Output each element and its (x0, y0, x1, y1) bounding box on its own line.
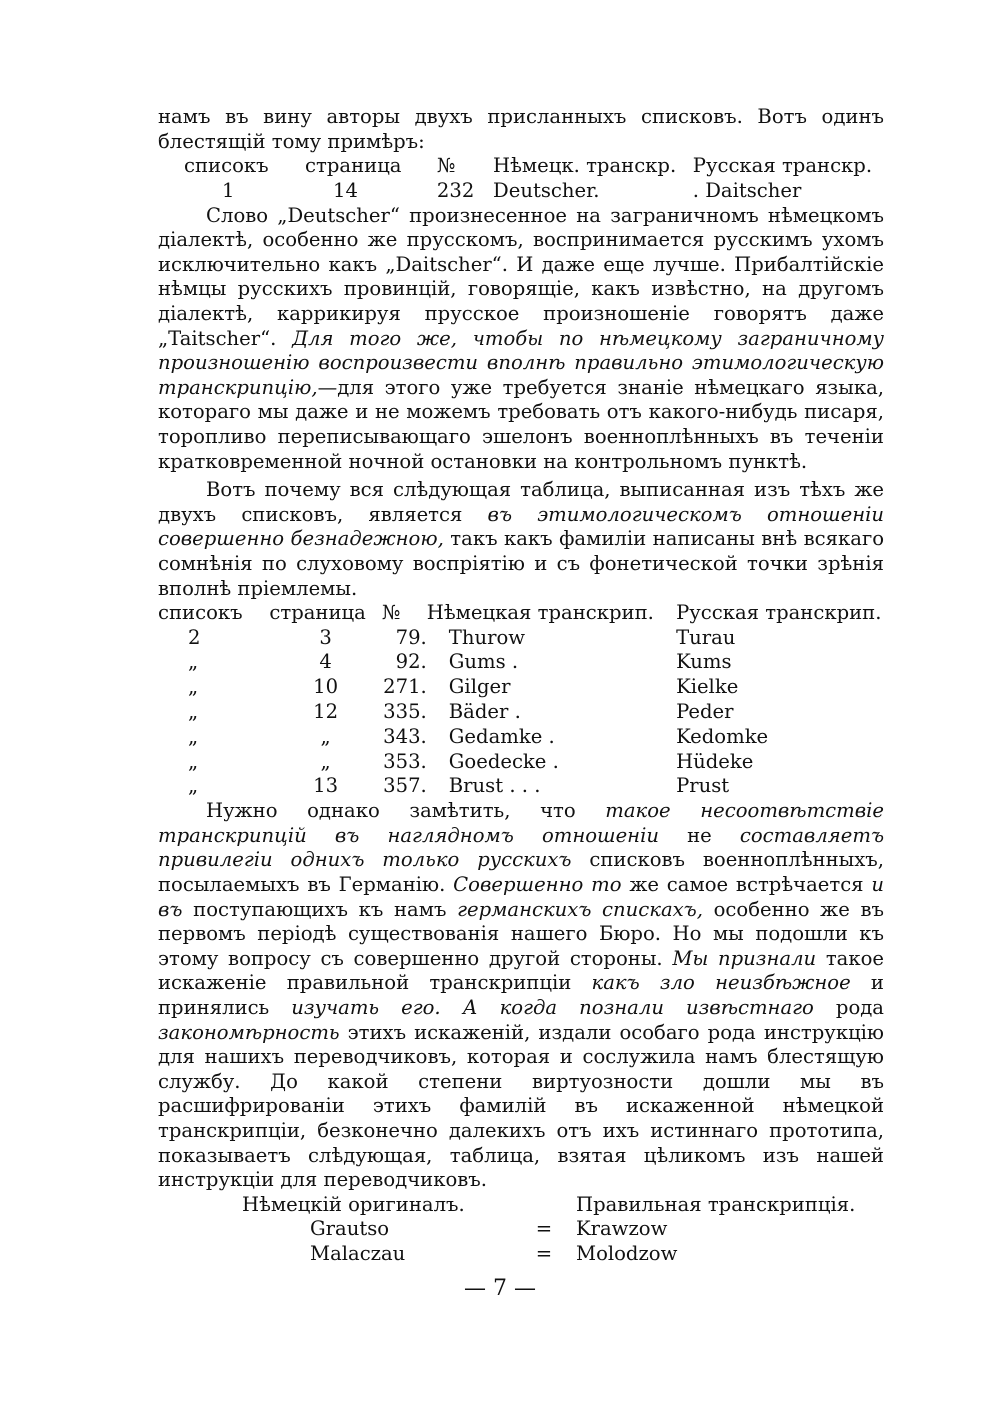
table-header-row (158, 601, 884, 626)
table-cell: 12 (313, 700, 339, 724)
table-cell: „ (188, 724, 199, 748)
table-cell: 92. (395, 650, 427, 674)
table-header: Нѣмецк. транскр. (493, 154, 677, 178)
table-cell: Gilger (448, 675, 511, 699)
para4-emphasis: и въ (158, 873, 885, 921)
table-cell: Goedecke . (448, 749, 559, 773)
para4-text: Нужно однако замѣтить, что (206, 799, 606, 823)
paragraph-1-end (158, 129, 884, 154)
para4-text: рода (813, 996, 884, 1020)
table-header-row (242, 1193, 876, 1218)
para4-emphasis: Совершенно то (453, 873, 622, 897)
table-cell: Turau (676, 625, 736, 649)
table-cell: 4 (319, 650, 332, 674)
para4-emphasis: какъ зло неизбѣжное (591, 971, 851, 995)
table-header: Нѣмецкій оригиналъ. (242, 1192, 465, 1216)
paragraph-1 (158, 104, 884, 129)
table-row (184, 179, 884, 204)
table-cell: Kums (676, 650, 732, 674)
table-cell: „ (320, 724, 331, 748)
table-header: Русская транскр. (692, 154, 873, 178)
table-cell: 3 (319, 625, 332, 649)
table-cell: 10 (313, 675, 339, 699)
para4-text: же самое встрѣчается (621, 873, 872, 897)
table-body (242, 1217, 876, 1266)
table-cell: Gedamke . (448, 724, 555, 748)
table-cell: Brust . . . (448, 774, 541, 798)
example-table (184, 154, 884, 203)
para4-text: особенно же въ первомъ періодѣ существованія нашего Бюро. Но мы подошли къ этому вопросу съ совершенно другой стороны. (158, 897, 884, 970)
table-row (158, 626, 884, 651)
table-row (242, 1242, 876, 1267)
para4-text: и принялись (158, 971, 884, 1020)
table-header: Правильная транскрипція. (576, 1192, 856, 1216)
table-cell: 343. (383, 724, 427, 748)
table-cell: 14 (333, 179, 358, 202)
table-body (158, 626, 884, 800)
page-text (158, 104, 884, 1267)
table-cell: 1 (222, 179, 235, 202)
table-header: списокъ (184, 154, 269, 178)
table-cell: Kedomke (676, 724, 769, 748)
para2-text: Слово „Deutscher“ произнесенное на заграничномъ нѣмецкомъ діалектѣ, особенно же прусскомъ, воспринимается русскимъ ухомъ исключительно какъ „Daitscher“. И даже еще лучше. Прибалтійскіе нѣмцы русскихъ провинцій, говорящіе, какъ извѣстно, на другомъ діалектѣ, каррикируя прусское произношеніе говорятъ даже „Taitscher“. (158, 203, 884, 350)
table-cell: Deutscher. (493, 179, 600, 202)
para4-emphasis: изучать его. А когда познали извѣстнаго (291, 996, 814, 1020)
table-cell: „ (320, 749, 331, 773)
table-cell: 232 (436, 179, 475, 202)
transcription-table (242, 1193, 876, 1267)
para2-text: —для этого уже требуется знаніе нѣмецкаго языка, котораго мы даже и не можемъ требовать отъ какого-нибудь писаря, торопливо переписывающаго эшелонъ военноплѣнныхъ въ теченіи кратковременной ночной остановки на контрольномъ пунктѣ. (158, 375, 884, 473)
table-row (242, 1217, 876, 1242)
table-header: страница (305, 154, 402, 178)
para3-emphasis: въ этимологическомъ отношеніи совершенно безнадежною, (158, 502, 884, 551)
para1-line2: блестящій тому примѣръ: (158, 130, 425, 154)
table-cell: 271. (383, 675, 427, 699)
table-row (158, 700, 884, 725)
table-row (158, 725, 884, 750)
table-cell: Kielke (676, 675, 739, 699)
para3-text: Вотъ почему вся слѣдующая таблица, выписанная изъ тѣхъ же двухъ списковъ, является (158, 478, 884, 526)
table-cell: . Daitscher (692, 179, 802, 202)
table-cell: Gums . (448, 650, 519, 674)
para4-text: этихъ искаженій, издали особаго рода инструкцію для нашихъ переводчиковъ, которая и сослужила намъ блестящую службу. До какой степени виртуозности дошли мы въ расшифрированіи этихъ фамилій въ искаженной нѣмецкой транскрипціи, безконечно далекихъ отъ ихъ истиннаго прототипа, показываетъ слѣдующая, таблица, взятая цѣликомъ изъ нашей инструкціи для переводчиковъ. (158, 1020, 884, 1192)
table-cell: „ (188, 650, 199, 674)
table-cell: Molodzow (576, 1241, 678, 1265)
table-header: списокъ (158, 601, 243, 625)
table-cell: Hüdeke (676, 749, 754, 773)
table-cell: Bäder . (448, 700, 521, 724)
para4-emphasis: Мы признали (672, 946, 817, 970)
table-cell: Krawzow (576, 1217, 668, 1241)
para4-text: поступающихъ къ намъ (182, 897, 458, 921)
table-cell: „ (188, 749, 199, 773)
table-row (158, 774, 884, 799)
table-cell: 357. (383, 774, 427, 798)
para2-emphasis: Для того же, чтобы по нѣмецкому заграничному произношенію воспроизвести вполнѣ правильно этимологическую транскрипцію, (158, 326, 885, 399)
paragraph-4 (158, 799, 884, 1193)
table-header: № (436, 154, 456, 178)
table-cell: = (535, 1217, 553, 1241)
para4-emphasis: такое несоотвѣтствіе транскрипцій въ наглядномъ отношеніи (158, 799, 884, 847)
page-number: — 7 — (464, 1276, 536, 1301)
table-cell: 335. (383, 700, 427, 724)
table-row (158, 675, 884, 700)
para4-text: такое искаженіе правильной транскрипціи (158, 946, 885, 995)
paragraph-2 (158, 204, 884, 475)
table-cell: Grautso (310, 1217, 390, 1241)
table-header: № (381, 601, 401, 625)
table-cell: Malaczau (310, 1241, 406, 1265)
table-cell: = (535, 1241, 553, 1265)
para4-text: списковъ военноплѣнныхъ, посылаемыхъ въ Германію. (158, 848, 885, 897)
table-header: Нѣмецкая транскрип. (426, 601, 654, 625)
para4-emphasis: закономѣрность (158, 1020, 340, 1044)
table-cell: 2 (188, 625, 201, 649)
para4-emphasis: составляетъ привилегіи однихъ только русскихъ (158, 823, 884, 872)
table-cell: „ (188, 700, 199, 724)
table-header-row (184, 154, 884, 179)
surname-table (158, 601, 884, 799)
table-cell: 353. (383, 749, 427, 773)
table-cell: Peder (676, 700, 734, 724)
para1-line1: намъ въ вину авторы двухъ присланныхъ списковъ. Вотъ одинъ (158, 105, 884, 128)
para3-text: такъ какъ фамиліи написаны внѣ всякаго сомнѣнія по слуховому воспріятію и съ фонетической точки зрѣнія вполнѣ пріемлемы. (158, 527, 885, 600)
table-cell: Prust (676, 774, 730, 798)
table-header: Русская транскрип. (676, 601, 882, 625)
table-cell: „ (188, 675, 199, 699)
table-cell: „ (188, 774, 199, 798)
table-cell: Thurow (448, 625, 526, 649)
table-row (158, 650, 884, 675)
para4-emphasis: германскихъ спискахъ, (457, 897, 703, 921)
table-row (158, 750, 884, 775)
table-header: страница (269, 601, 366, 625)
table-cell: 13 (313, 774, 339, 798)
para4-text: не (658, 823, 740, 847)
paragraph-3 (158, 478, 884, 601)
table-cell: 79. (395, 625, 427, 649)
